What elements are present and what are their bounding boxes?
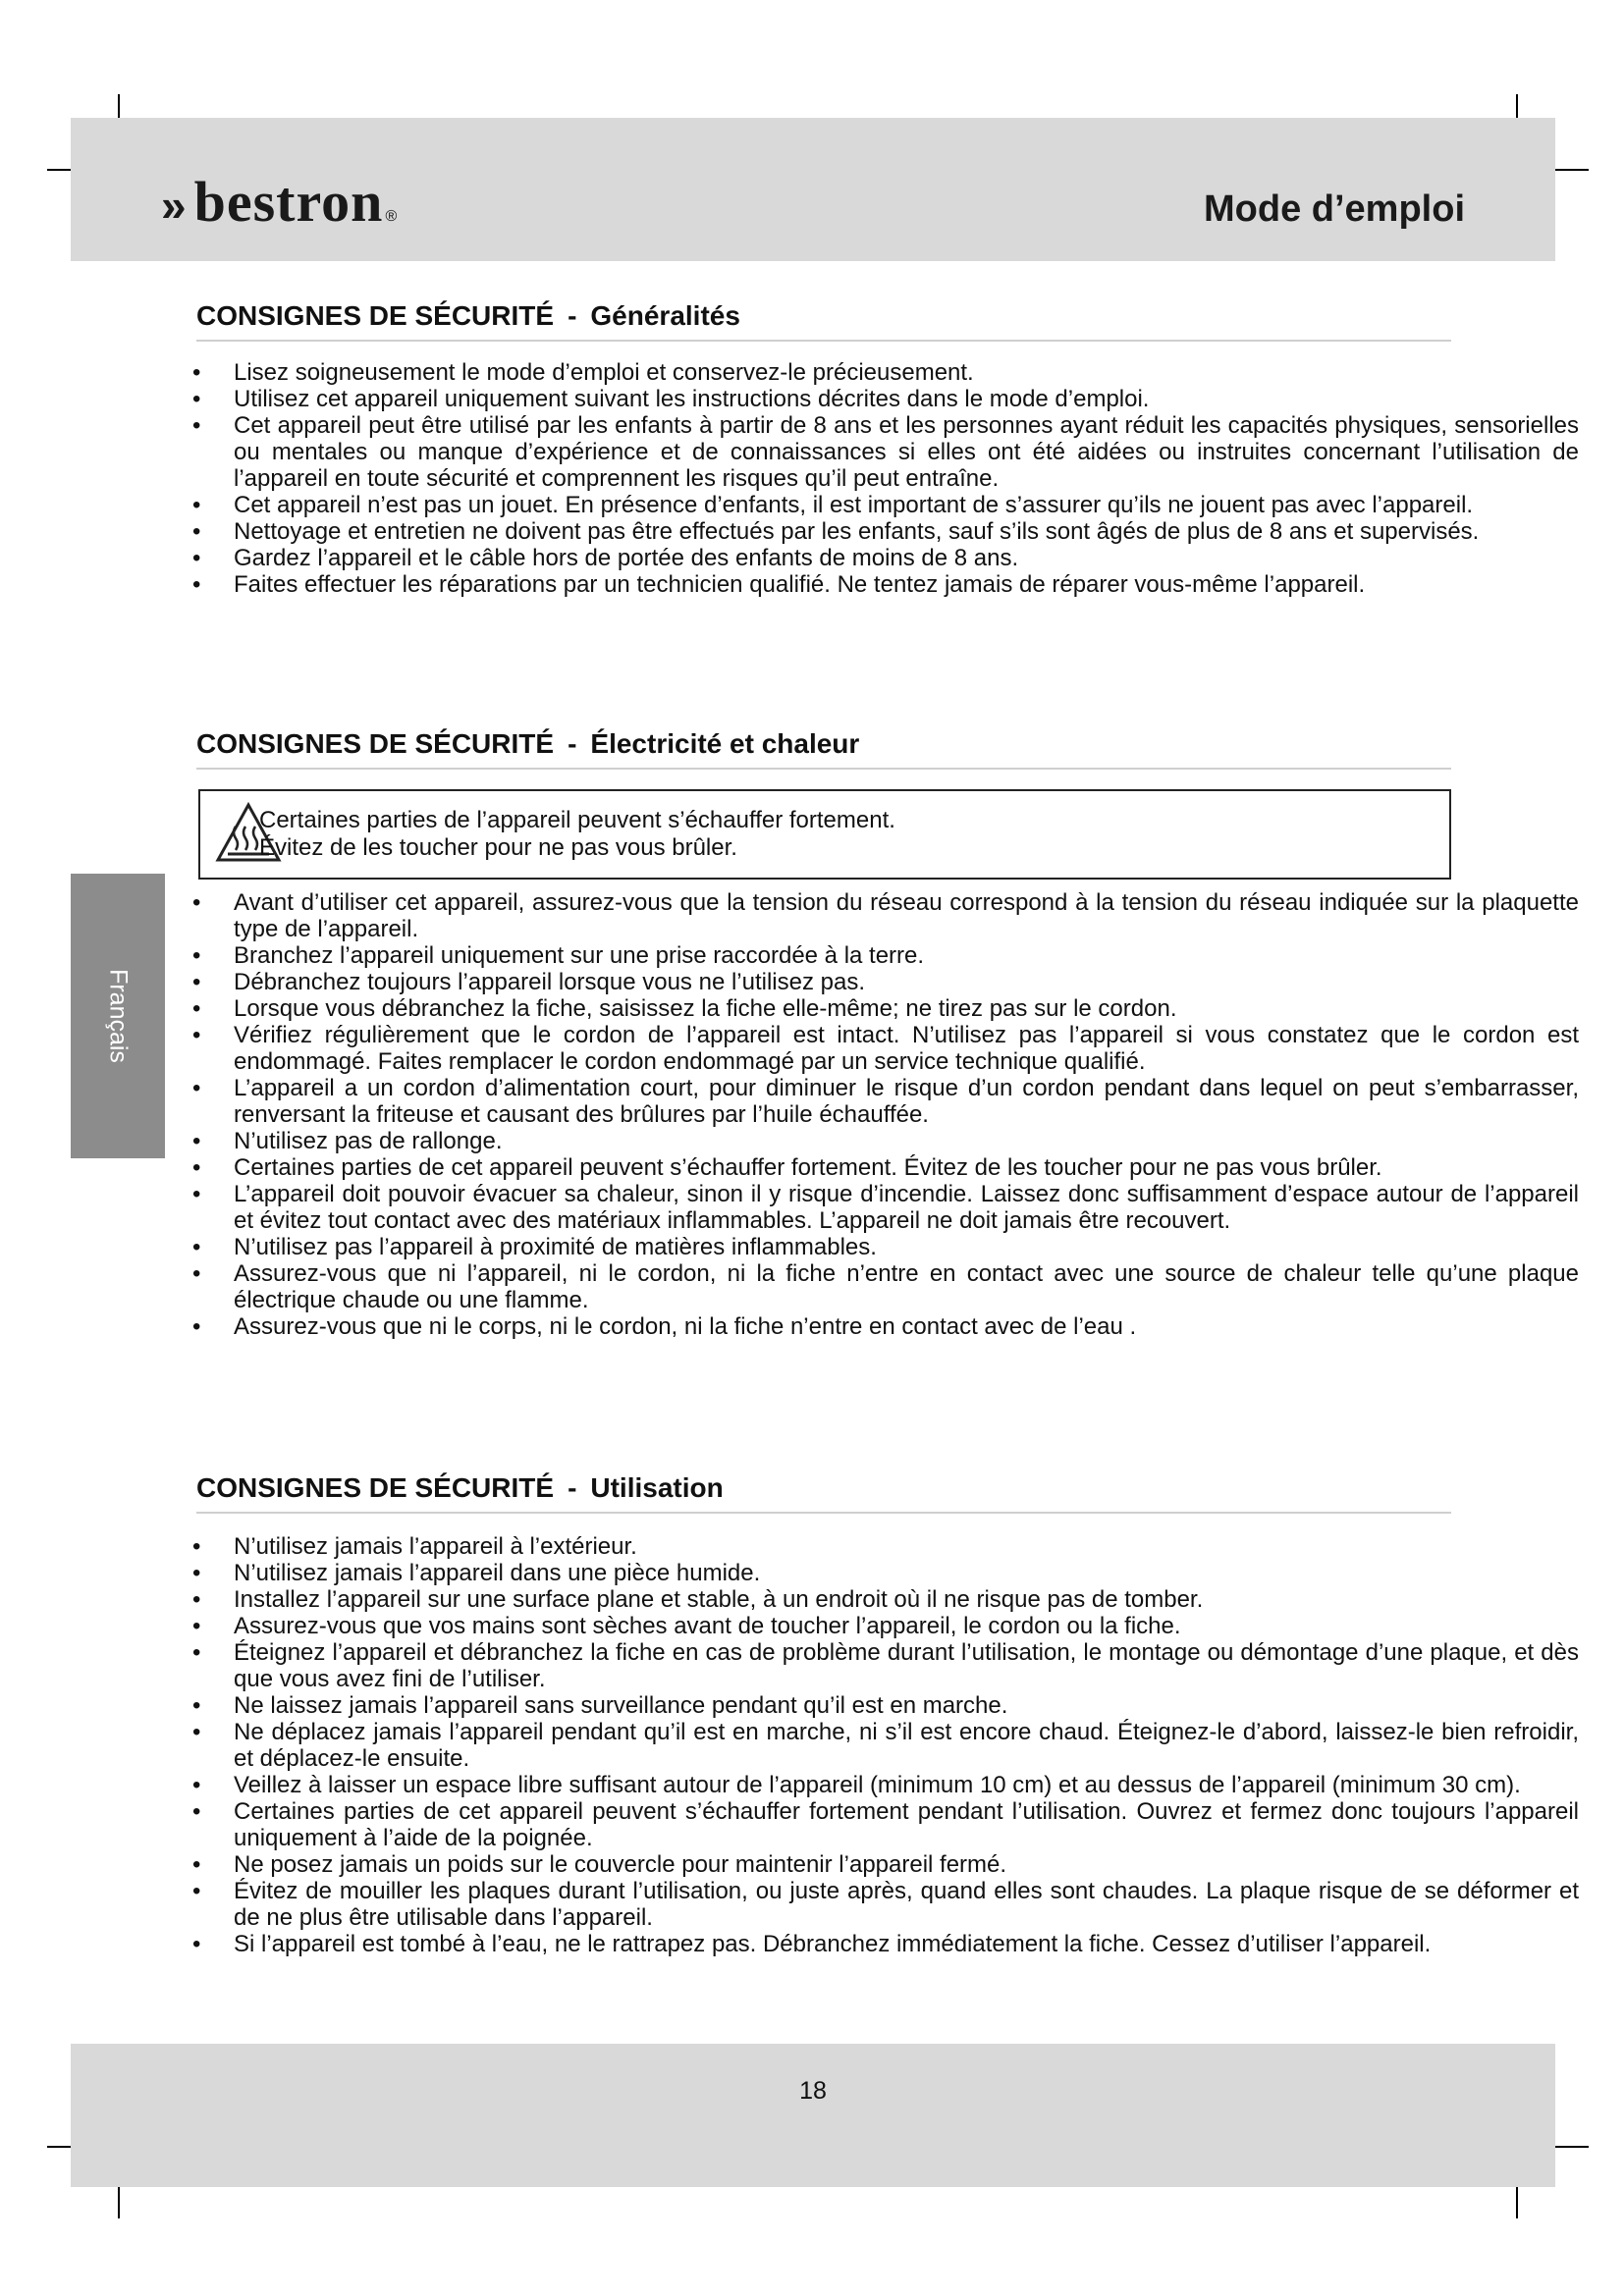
list-item: • Lorsque vous débranchez la fiche, saisissez la fiche elle-même; ne tirez pas sur le cordon. [192, 995, 1579, 1022]
document-title: Mode d’emploi [1204, 188, 1465, 230]
list-item: • Si l’appareil est tombé à l’eau, ne le rattrapez pas. Débranchez immédiatement la fiche. Cessez d’utiliser l’appareil. [192, 1931, 1579, 1957]
section-heading: CONSIGNES DE SÉCURITÉ [196, 300, 555, 331]
list-item: • Veillez à laisser un espace libre suffisant autour de l’appareil (minimum 10 cm) et au dessus de l’appareil (minimum 30 cm). [192, 1772, 1579, 1798]
warning-text [259, 807, 895, 862]
list-item: • L’appareil doit pouvoir évacuer sa chaleur, sinon il y risque d’incendie. Laissez donc suffisamment d’espace autour de l’appareil et évitez tout contact avec des matériaux inflammables. L’appareil ne doit jamais être recouvert. [192, 1181, 1579, 1234]
list-item: • Lisez soigneusement le mode d’emploi et conservez-le précieusement. [192, 359, 1579, 386]
list-item: • Installez l’appareil sur une surface plane et stable, à un endroit où il ne risque pas de tomber. [192, 1586, 1579, 1613]
list-general [192, 359, 1579, 598]
page-header [71, 118, 1555, 261]
list-item: • N’utilisez jamais l’appareil dans une pièce humide. [192, 1560, 1579, 1586]
list-electricity [192, 889, 1579, 1340]
section-subheading: Électricité et chaleur [590, 728, 860, 759]
list-item: • Ne déplacez jamais l’appareil pendant qu’il est en marche, ni s’il est encore chaud. Éteignez-le d’abord, laissez-le bien refroidir, et déplacez-le ensuite. [192, 1719, 1579, 1772]
list-item: • Gardez l’appareil et le câble hors de portée des enfants de moins de 8 ans. [192, 545, 1579, 571]
list-item: • Cet appareil peut être utilisé par les enfants à partir de 8 ans et les personnes ayant réduit les capacités physiques, sensorielles ou mentales ou manque d’expérience et de connaissances si elles ont été aidées ou instruites concernant l’utilisation de l’appareil en toute sécurité et comprennent les risques qu’il peut entraîne. [192, 412, 1579, 492]
list-item: • N’utilisez jamais l’appareil à l’extérieur. [192, 1533, 1579, 1560]
list-item: • Vérifiez régulièrement que le cordon de l’appareil est intact. N’utilisez pas l’appareil si vous constatez que le cordon est endommagé. Faites remplacer le cordon endommagé par un service technique qualifié. [192, 1022, 1579, 1075]
list-item: • Éteignez l’appareil et débranchez la fiche en cas de problème durant l’utilisation, le montage ou démontage d’une plaque, et dès que vous avez fini de l’utiliser. [192, 1639, 1579, 1692]
brand-chevron-icon: » [161, 180, 181, 231]
list-item: • Assurez-vous que vos mains sont sèches avant de toucher l’appareil, le cordon ou la fiche. [192, 1613, 1579, 1639]
list-usage [192, 1533, 1579, 1957]
section-title-general: CONSIGNES DE SÉCURITÉ - Généralités [196, 300, 1451, 342]
section-title-electricity: CONSIGNES DE SÉCURITÉ - Électricité et chaleur [196, 728, 1451, 770]
section-heading: CONSIGNES DE SÉCURITÉ [196, 1472, 555, 1503]
list-item: • Utilisez cet appareil uniquement suivant les instructions décrites dans le mode d’emploi. [192, 386, 1579, 412]
list-item: • Nettoyage et entretien ne doivent pas être effectués par les enfants, sauf s’ils sont âgés de plus de 8 ans et supervisés. [192, 518, 1579, 545]
brand-registered-mark: ® [385, 208, 398, 225]
hot-surface-warning [198, 789, 1451, 880]
list-item: • Ne laissez jamais l’appareil sans surveillance pendant qu’il est en marche. [192, 1692, 1579, 1719]
list-item: • Faites effectuer les réparations par un technicien qualifié. Ne tentez jamais de réparer vous-même l’appareil. [192, 571, 1579, 598]
list-item: • N’utilisez pas l’appareil à proximité de matières inflammables. [192, 1234, 1579, 1260]
page-footer [71, 2044, 1555, 2187]
list-item: • Ne posez jamais un poids sur le couvercle pour maintenir l’appareil fermé. [192, 1851, 1579, 1878]
warning-line: Certaines parties de l’appareil peuvent s’échauffer fortement. [259, 807, 895, 833]
language-tab [71, 874, 165, 1158]
section-subheading: Utilisation [590, 1472, 724, 1503]
list-item: • Certaines parties de cet appareil peuvent s’échauffer fortement pendant l’utilisation. Ouvrez et fermez donc toujours l’appareil uniquement à l’aide de la poignée. [192, 1798, 1579, 1851]
list-item: • Assurez-vous que ni le corps, ni le cordon, ni la fiche n’entre en contact avec de l’eau . [192, 1313, 1579, 1340]
brand-logo [161, 169, 398, 234]
section-title-usage: CONSIGNES DE SÉCURITÉ - Utilisation [196, 1472, 1451, 1514]
list-item: • Branchez l’appareil uniquement sur une prise raccordée à la terre. [192, 942, 1579, 969]
list-item: • Avant d’utiliser cet appareil, assurez-vous que la tension du réseau correspond à la tension du réseau indiquée sur la plaquette type de l’appareil. [192, 889, 1579, 942]
list-item: • Évitez de mouiller les plaques durant l’utilisation, ou juste après, quand elles sont chaudes. La plaque risque de se déformer et de ne plus être utilisable dans l’appareil. [192, 1878, 1579, 1931]
list-item: • Débranchez toujours l’appareil lorsque vous ne l’utilisez pas. [192, 969, 1579, 995]
list-item: • Cet appareil n’est pas un jouet. En présence d’enfants, il est important de s’assurer qu’ils ne jouent pas avec l’appareil. [192, 492, 1579, 518]
brand-name: bestron [193, 170, 384, 234]
list-item: • Certaines parties de cet appareil peuvent s’échauffer fortement. Évitez de les toucher pour ne pas vous brûler. [192, 1154, 1579, 1181]
section-heading: CONSIGNES DE SÉCURITÉ [196, 728, 555, 759]
warning-line: Évitez de les toucher pour ne pas vous brûler. [259, 834, 737, 861]
list-item: • L’appareil a un cordon d’alimentation court, pour diminuer le risque d’un cordon pendant dans lequel on peut s’embarrasser, renversant la friteuse et causant des brûlures par l’huile échauffée. [192, 1075, 1579, 1128]
language-tab-label: Français [104, 969, 133, 1063]
list-item: • N’utilisez pas de rallonge. [192, 1128, 1579, 1154]
page-number: 18 [799, 2077, 827, 2105]
section-subheading: Généralités [590, 300, 740, 331]
list-item: • Assurez-vous que ni l’appareil, ni le cordon, ni la fiche n’entre en contact avec une source de chaleur telle qu’une plaque électrique chaude ou une flamme. [192, 1260, 1579, 1313]
